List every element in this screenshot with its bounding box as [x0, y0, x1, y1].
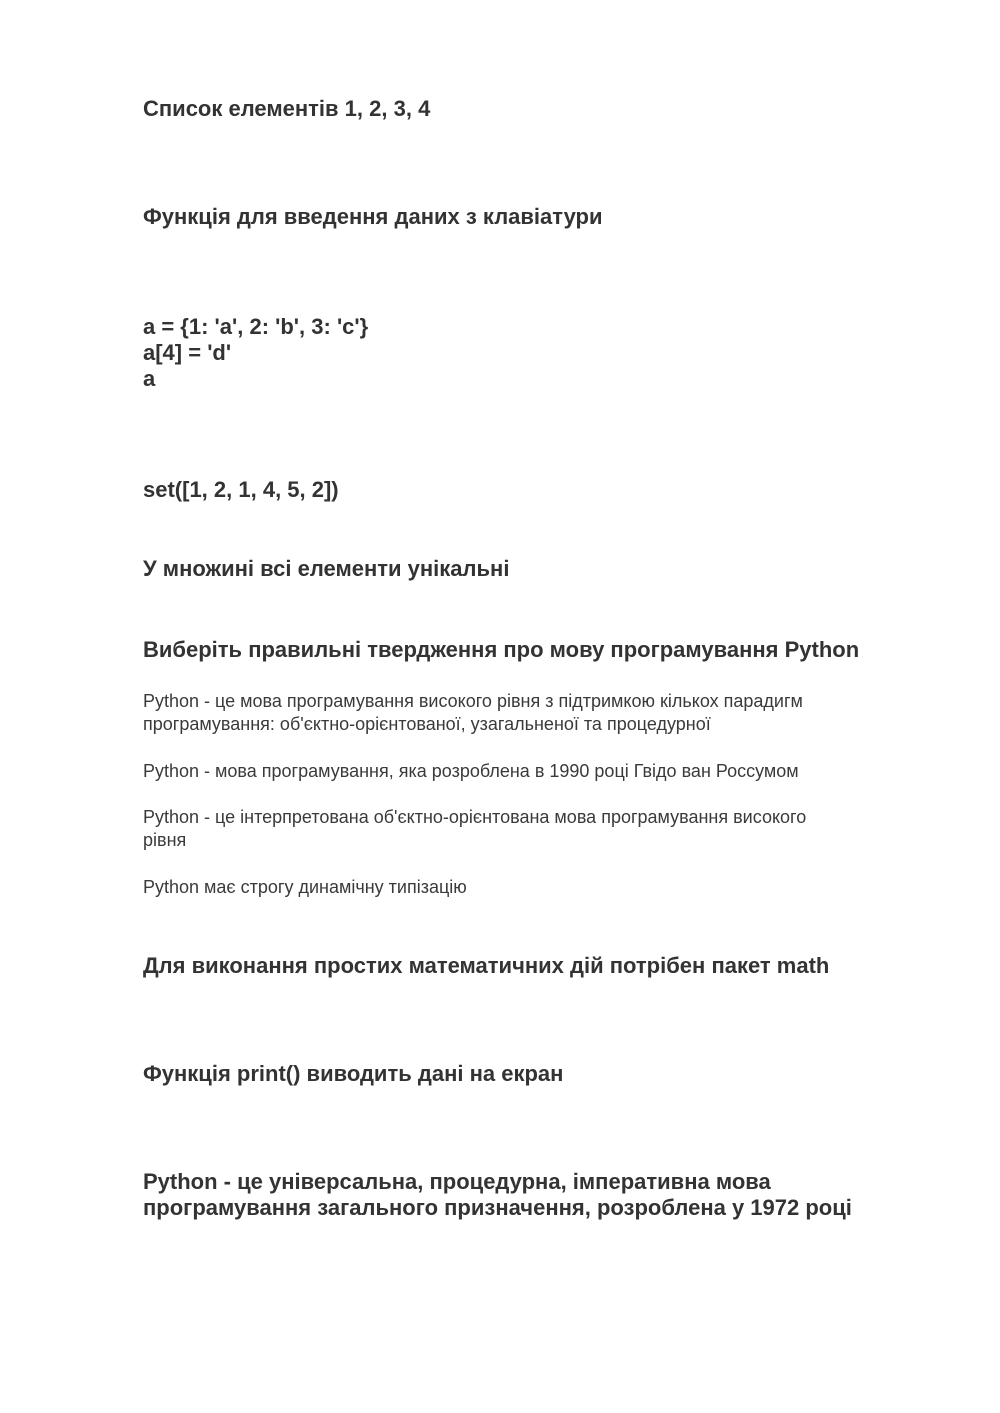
code-line-3: a [143, 366, 156, 391]
card-python-universal[interactable] [143, 1169, 943, 1221]
code-line-1: a = {1: 'a', 2: 'b', 3: 'c'} [143, 314, 369, 339]
card-text: Список елементів 1, 2, 3, 4 [143, 96, 431, 121]
card-text: Функція для введення даних з клавіатури [143, 204, 603, 229]
card-text: set([1, 2, 1, 4, 5, 2]) [143, 477, 339, 502]
option-text-line-2: програмування: об'єктно-орієнтованої, узагальненої та процедурної [143, 714, 711, 734]
answer-option-1[interactable] [143, 690, 943, 736]
code-line-2: a[4] = 'd' [143, 340, 232, 365]
card-set-code[interactable] [143, 477, 943, 503]
card-list-elements[interactable] [143, 96, 943, 122]
question-text: Виберіть правильні твердження про мову програмування Python [143, 637, 860, 662]
question-python-title[interactable] [143, 637, 943, 663]
option-text-line-1: Python має строгу динамічну типізацію [143, 877, 467, 897]
card-input-function[interactable] [143, 204, 943, 230]
option-text-line-1: Python - це мова програмування високого рівня з підтримкою кількох парадигм [143, 691, 803, 711]
card-print-function[interactable] [143, 1061, 943, 1087]
card-text: Функція print() виводить дані на екран [143, 1061, 564, 1086]
card-text: У множині всі елементи унікальні [143, 556, 510, 581]
card-set-unique[interactable] [143, 556, 943, 582]
card-text-line-1: Python - це універсальна, процедурна, імперативна мова [143, 1169, 771, 1194]
answer-option-2[interactable] [143, 760, 943, 783]
card-text-line-2: програмування загального призначення, розроблена у 1972 році [143, 1195, 852, 1220]
card-text: Для виконання простих математичних дій потрібен пакет math [143, 953, 830, 978]
answer-option-4[interactable] [143, 876, 943, 899]
card-dict-code[interactable] [143, 314, 943, 392]
option-text-line-1: Python - це інтерпретована об'єктно-орієнтована мова програмування високого [143, 807, 807, 827]
option-text-line-1: Python - мова програмування, яка розроблена в 1990 році Гвідо ван Россумом [143, 761, 799, 781]
option-text-line-2: рівня [143, 830, 187, 850]
card-math-package[interactable] [143, 953, 943, 979]
answer-option-3[interactable] [143, 806, 943, 852]
